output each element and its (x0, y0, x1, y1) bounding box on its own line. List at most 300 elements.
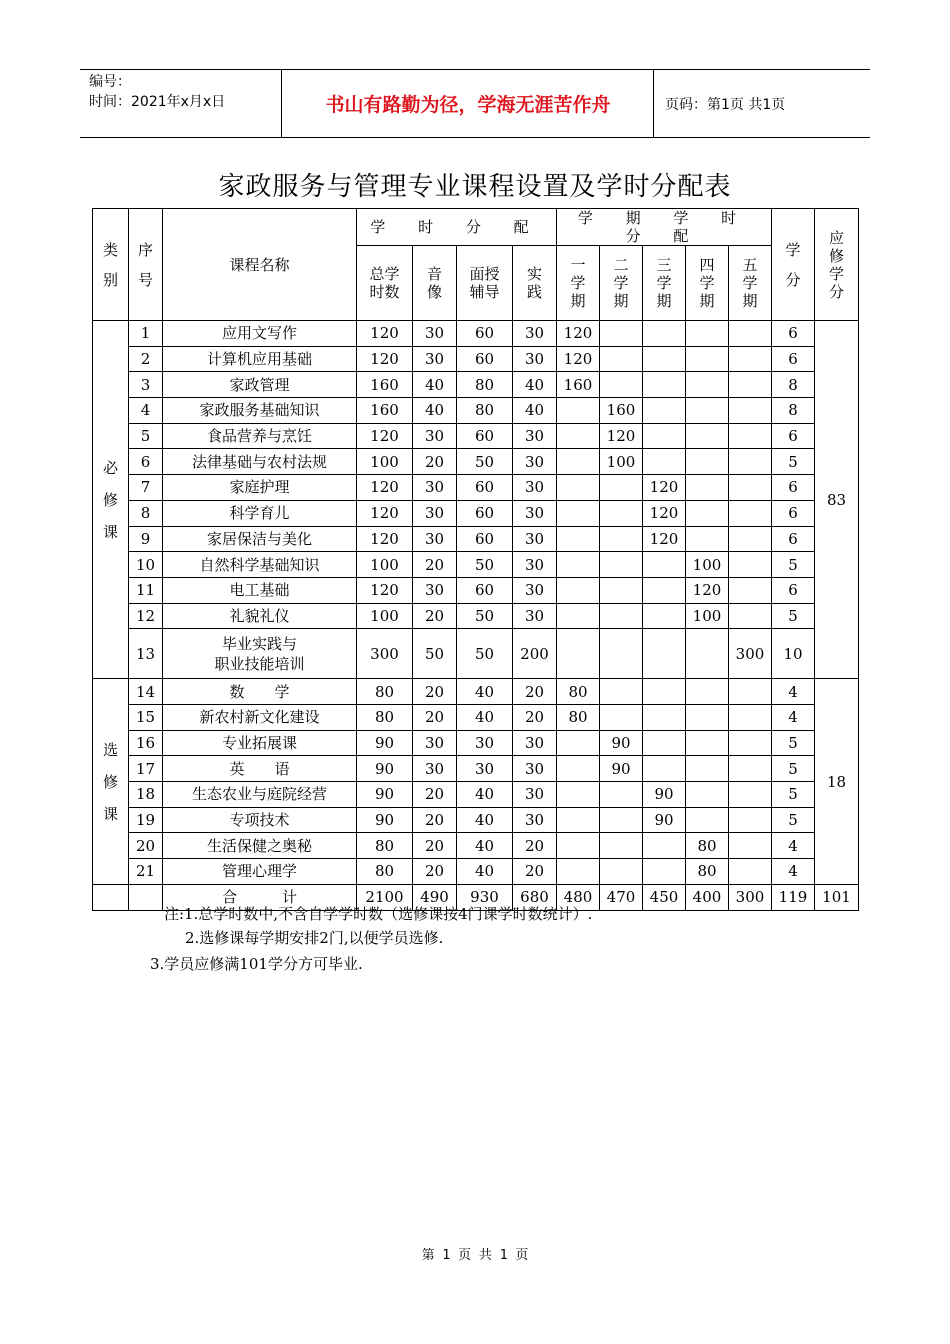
hours-cell (686, 449, 729, 475)
course-name-cell: 家政服务基础知识 (163, 398, 357, 424)
hours-cell (600, 552, 643, 578)
hours-cell: 30 (513, 730, 557, 756)
hours-cell: 120 (357, 526, 413, 552)
hours-col-header (357, 246, 413, 321)
hours-cell: 20 (513, 833, 557, 859)
term-col-header (643, 246, 686, 321)
hours-cell: 100 (357, 552, 413, 578)
hours-cell (557, 552, 600, 578)
hours-cell (557, 398, 600, 424)
hours-cell: 80 (557, 704, 600, 730)
hours-cell: 40 (513, 372, 557, 398)
hours-cell: 80 (357, 859, 413, 885)
hours-cell (600, 807, 643, 833)
hours-cell: 300 (729, 629, 772, 679)
hours-cell (729, 833, 772, 859)
course-name-cell: 家庭护理 (163, 475, 357, 501)
credit-cell: 5 (772, 782, 815, 808)
credit-cell: 10 (772, 629, 815, 679)
note-2: 2.选修课每学期安排2门,以便学员选修. (185, 929, 444, 947)
hours-cell (729, 704, 772, 730)
hours-cell: 120 (357, 577, 413, 603)
header-row (93, 209, 859, 246)
total-cell: 2100 (357, 884, 413, 910)
hours-cell (729, 603, 772, 629)
hours-cell (557, 756, 600, 782)
hours-cell: 20 (513, 679, 557, 705)
hours-cell (600, 629, 643, 679)
hours-cell (600, 782, 643, 808)
hours-cell: 20 (413, 859, 457, 885)
hours-cell (600, 526, 643, 552)
hours-cell (600, 859, 643, 885)
page-footer: 第 1 页 共 1 页 (421, 1248, 529, 1263)
header-page-label: 页码：第1页 共1页 (665, 97, 786, 113)
seq-cell: 10 (129, 552, 163, 578)
credit-cell: 5 (772, 449, 815, 475)
hours-cell: 90 (643, 807, 686, 833)
table-row (93, 398, 859, 424)
hours-cell: 60 (457, 577, 513, 603)
hours-col-header (457, 246, 513, 321)
credit-cell: 5 (772, 756, 815, 782)
hours-cell: 50 (457, 629, 513, 679)
hours-cell (643, 346, 686, 372)
table-row (93, 321, 859, 347)
table-row (93, 756, 859, 782)
hours-cell: 30 (513, 782, 557, 808)
table-row (93, 577, 859, 603)
cell-line: 修 (102, 772, 118, 791)
hours-cell: 30 (413, 577, 457, 603)
seq-cell: 4 (129, 398, 163, 424)
hours-cell: 80 (686, 859, 729, 885)
course-name-cell: 自然科学基础知识 (163, 552, 357, 578)
cell-line: 学 (699, 274, 715, 292)
course-name-cell (163, 629, 357, 679)
hours-cell (557, 629, 600, 679)
hours-cell (643, 552, 686, 578)
table-row (93, 449, 859, 475)
hours-cell (729, 372, 772, 398)
course-name-cell: 食品营养与烹饪 (163, 423, 357, 449)
cell-line: 一 (570, 256, 586, 274)
cell-line: 学 (785, 240, 801, 259)
course-name-cell: 家政管理 (163, 372, 357, 398)
hours-cell (686, 782, 729, 808)
hours-cell: 90 (600, 756, 643, 782)
hours-cell (643, 423, 686, 449)
hours-cell: 40 (457, 679, 513, 705)
hours-cell: 40 (413, 398, 457, 424)
hours-cell (643, 603, 686, 629)
cell-line: 别 (102, 270, 118, 289)
course-name-cell: 法律基础与农村法规 (163, 449, 357, 475)
hours-cell (686, 372, 729, 398)
hours-cell: 20 (413, 679, 457, 705)
course-name-cell: 礼貌礼仪 (163, 603, 357, 629)
cell-line: 四 (699, 256, 715, 274)
hours-cell: 50 (457, 552, 513, 578)
hours-cell (729, 475, 772, 501)
cell-line: 践 (526, 283, 542, 301)
hours-cell: 30 (413, 423, 457, 449)
hours-cell (729, 500, 772, 526)
hours-cell: 30 (413, 321, 457, 347)
hours-cell: 120 (557, 346, 600, 372)
hours-group-header: 学 时 分 配 (357, 209, 557, 246)
hours-cell: 30 (457, 730, 513, 756)
cell-line: 面授 (469, 265, 500, 283)
cell-line: 音 (426, 265, 442, 283)
note-3: 3.学员应修满101学分方可毕业. (150, 955, 363, 973)
hours-cell (729, 449, 772, 475)
hours-cell (643, 679, 686, 705)
hours-cell (557, 526, 600, 552)
credit-cell: 4 (772, 704, 815, 730)
course-table (92, 208, 859, 911)
hours-cell: 20 (413, 807, 457, 833)
term-col-header (686, 246, 729, 321)
hours-cell: 30 (513, 603, 557, 629)
hours-cell: 120 (357, 321, 413, 347)
hours-cell: 60 (457, 321, 513, 347)
table-row (93, 782, 859, 808)
hours-cell: 120 (643, 475, 686, 501)
hours-cell: 90 (643, 782, 686, 808)
hours-cell: 30 (513, 526, 557, 552)
course-name-cell: 生活保健之奥秘 (163, 833, 357, 859)
hours-cell: 60 (457, 346, 513, 372)
cell-line: 总学 (369, 265, 400, 283)
hours-cell: 80 (686, 833, 729, 859)
hours-cell: 20 (413, 449, 457, 475)
hours-col-header (413, 246, 457, 321)
cell-line: 分 (828, 282, 844, 301)
hours-cell: 40 (457, 782, 513, 808)
credit-cell: 6 (772, 321, 815, 347)
hours-cell: 80 (457, 372, 513, 398)
hours-cell: 20 (413, 603, 457, 629)
hours-cell: 80 (357, 679, 413, 705)
table-row (93, 807, 859, 833)
term-col-header (600, 246, 643, 321)
course-name-header: 课程名称 (163, 209, 357, 321)
hours-col-header (513, 246, 557, 321)
hours-cell (686, 807, 729, 833)
hours-cell: 40 (457, 833, 513, 859)
hours-cell (643, 321, 686, 347)
credit-cell: 6 (772, 346, 815, 372)
cell-line: 必 (102, 458, 118, 477)
table-row (93, 526, 859, 552)
header-motto: 书山有路勤为径，学海无涯苦作舟 (325, 94, 611, 116)
hours-cell: 80 (357, 704, 413, 730)
cell-line: 序 (137, 240, 153, 259)
hours-cell: 30 (513, 449, 557, 475)
total-cell: 480 (557, 884, 600, 910)
table-row (93, 346, 859, 372)
hours-cell (557, 859, 600, 885)
hours-cell (557, 782, 600, 808)
term-col-header (729, 246, 772, 321)
course-name-cell: 数 学 (163, 679, 357, 705)
course-name-cell: 专项技术 (163, 807, 357, 833)
cell-line: 课 (102, 522, 118, 541)
hours-cell: 90 (357, 730, 413, 756)
hours-cell (729, 730, 772, 756)
seq-cell: 5 (129, 423, 163, 449)
hours-cell (729, 398, 772, 424)
course-name-cell: 管理心理学 (163, 859, 357, 885)
cell-line: 应 (828, 228, 844, 247)
category-elective (93, 679, 129, 885)
hours-cell: 30 (457, 756, 513, 782)
hours-cell: 60 (457, 475, 513, 501)
seq-cell: 12 (129, 603, 163, 629)
cell-line: 课 (102, 804, 118, 823)
seq-cell: 7 (129, 475, 163, 501)
hours-cell: 120 (600, 423, 643, 449)
table-row (93, 833, 859, 859)
credit-header (772, 209, 815, 321)
total-cell: 930 (457, 884, 513, 910)
credit-cell: 6 (772, 526, 815, 552)
table-row (93, 730, 859, 756)
hours-cell (686, 398, 729, 424)
course-name-cell: 应用文写作 (163, 321, 357, 347)
cell-line: 号 (137, 270, 153, 289)
hours-cell (643, 859, 686, 885)
credit-cell: 4 (772, 833, 815, 859)
credit-cell: 5 (772, 603, 815, 629)
hours-cell: 20 (513, 859, 557, 885)
hours-cell (600, 321, 643, 347)
hours-cell (643, 372, 686, 398)
hours-cell: 30 (513, 346, 557, 372)
empty-cell (129, 884, 163, 910)
seq-cell: 9 (129, 526, 163, 552)
document-time-label: 时间：2021年x月x日 (89, 94, 226, 110)
table-row (93, 423, 859, 449)
credit-cell: 5 (772, 807, 815, 833)
elective-credit-total: 18 (815, 679, 859, 885)
seq-cell: 6 (129, 449, 163, 475)
total-cell: 680 (513, 884, 557, 910)
total-required-credit: 101 (815, 884, 859, 910)
hours-cell (729, 756, 772, 782)
hours-cell: 20 (513, 704, 557, 730)
hours-cell: 20 (413, 704, 457, 730)
hours-cell: 50 (413, 629, 457, 679)
seq-header (129, 209, 163, 321)
hours-cell: 30 (513, 807, 557, 833)
cell-line: 修 (102, 490, 118, 509)
credit-cell: 6 (772, 577, 815, 603)
hours-cell: 90 (357, 807, 413, 833)
course-name-cell: 电工基础 (163, 577, 357, 603)
hours-cell (600, 603, 643, 629)
credit-cell: 6 (772, 500, 815, 526)
header-divider (281, 70, 282, 137)
hours-cell (643, 756, 686, 782)
credit-cell: 8 (772, 398, 815, 424)
seq-cell: 2 (129, 346, 163, 372)
seq-cell: 18 (129, 782, 163, 808)
hours-cell (686, 423, 729, 449)
hours-cell: 20 (413, 552, 457, 578)
hours-cell (600, 577, 643, 603)
hours-cell: 30 (513, 475, 557, 501)
hours-cell (729, 679, 772, 705)
total-cell: 400 (686, 884, 729, 910)
document-number-label: 编号： (89, 74, 131, 90)
hours-cell: 300 (357, 629, 413, 679)
credit-cell: 6 (772, 475, 815, 501)
hours-cell (557, 807, 600, 833)
category-header (93, 209, 129, 321)
course-name-cell: 生态农业与庭院经营 (163, 782, 357, 808)
hours-cell (686, 704, 729, 730)
hours-cell (557, 833, 600, 859)
cell-line: 类 (102, 240, 118, 259)
credit-cell: 8 (772, 372, 815, 398)
total-cell: 450 (643, 884, 686, 910)
seq-cell: 15 (129, 704, 163, 730)
cell-line: 职业技能培训 (214, 654, 305, 673)
table-row (93, 372, 859, 398)
credit-cell: 4 (772, 679, 815, 705)
course-name-cell: 英 语 (163, 756, 357, 782)
seq-cell: 21 (129, 859, 163, 885)
hours-cell (557, 423, 600, 449)
hours-cell: 20 (413, 782, 457, 808)
seq-cell: 14 (129, 679, 163, 705)
hours-cell: 30 (413, 346, 457, 372)
hours-cell: 30 (413, 730, 457, 756)
empty-cell (93, 884, 129, 910)
hours-cell: 20 (413, 833, 457, 859)
table-row (93, 679, 859, 705)
cell-line: 期 (656, 292, 672, 310)
cell-line: 学 (613, 274, 629, 292)
hours-cell (600, 679, 643, 705)
course-table-body (93, 209, 859, 911)
hours-cell: 120 (357, 475, 413, 501)
hours-cell (643, 398, 686, 424)
hours-cell: 30 (513, 500, 557, 526)
cell-line: 二 (613, 256, 629, 274)
course-name-cell: 计算机应用基础 (163, 346, 357, 372)
hours-cell: 40 (457, 704, 513, 730)
hours-cell (600, 833, 643, 859)
cell-line: 期 (570, 292, 586, 310)
hours-cell (729, 552, 772, 578)
term-col-header (557, 246, 600, 321)
hours-cell: 100 (686, 603, 729, 629)
hours-cell: 30 (413, 756, 457, 782)
cell-line: 期 (699, 292, 715, 310)
hours-cell (557, 475, 600, 501)
hours-cell: 60 (457, 423, 513, 449)
hours-cell: 100 (600, 449, 643, 475)
note-1: 注:1.总学时数中,不含自学学时数（选修课按4门课学时数统计）. (164, 905, 593, 923)
hours-cell: 30 (413, 475, 457, 501)
cell-line: 实 (526, 265, 542, 283)
hours-cell: 30 (413, 500, 457, 526)
hours-cell: 100 (357, 603, 413, 629)
hours-cell (600, 704, 643, 730)
hours-cell: 90 (600, 730, 643, 756)
hours-cell (643, 833, 686, 859)
hours-cell (686, 679, 729, 705)
seq-cell: 19 (129, 807, 163, 833)
table-row (93, 552, 859, 578)
hours-cell (643, 629, 686, 679)
hours-cell: 40 (457, 807, 513, 833)
total-cell: 470 (600, 884, 643, 910)
hours-cell (643, 449, 686, 475)
cell-line: 学 (828, 264, 844, 283)
seq-cell: 17 (129, 756, 163, 782)
seq-cell: 20 (129, 833, 163, 859)
table-row (93, 859, 859, 885)
hours-cell (557, 603, 600, 629)
hours-cell: 40 (457, 859, 513, 885)
hours-cell: 80 (357, 833, 413, 859)
table-row (93, 603, 859, 629)
hours-cell: 50 (457, 603, 513, 629)
category-required (93, 321, 129, 679)
table-row (93, 500, 859, 526)
cell-line: 学 (656, 274, 672, 292)
document-title: 家政服务与管理专业课程设置及学时分配表 (218, 172, 732, 202)
document-header (80, 69, 870, 138)
hours-cell (686, 500, 729, 526)
header-meta (89, 72, 225, 112)
hours-cell: 120 (686, 577, 729, 603)
hours-cell (686, 321, 729, 347)
hours-cell: 30 (513, 552, 557, 578)
cell-line: 像 (426, 283, 442, 301)
total-credit: 119 (772, 884, 815, 910)
terms-group-header: 学 期 学 时 分 配 (557, 209, 772, 246)
hours-cell: 40 (413, 372, 457, 398)
hours-cell: 160 (557, 372, 600, 398)
hours-cell (686, 475, 729, 501)
hours-cell (729, 577, 772, 603)
cell-line: 三 (656, 256, 672, 274)
seq-cell: 13 (129, 629, 163, 679)
hours-cell (729, 321, 772, 347)
table-row (93, 629, 859, 679)
cell-line: 期 (613, 292, 629, 310)
hours-cell: 30 (513, 321, 557, 347)
hours-cell: 160 (600, 398, 643, 424)
hours-cell (729, 346, 772, 372)
required-credit-total: 83 (815, 321, 859, 679)
cell-line: 期 (742, 292, 758, 310)
table-row (93, 475, 859, 501)
seq-cell: 16 (129, 730, 163, 756)
hours-cell: 40 (513, 398, 557, 424)
hours-cell: 120 (357, 346, 413, 372)
cell-line: 学 (570, 274, 586, 292)
course-name-cell: 专业拓展课 (163, 730, 357, 756)
seq-cell: 8 (129, 500, 163, 526)
hours-cell: 120 (357, 500, 413, 526)
credit-cell: 5 (772, 552, 815, 578)
